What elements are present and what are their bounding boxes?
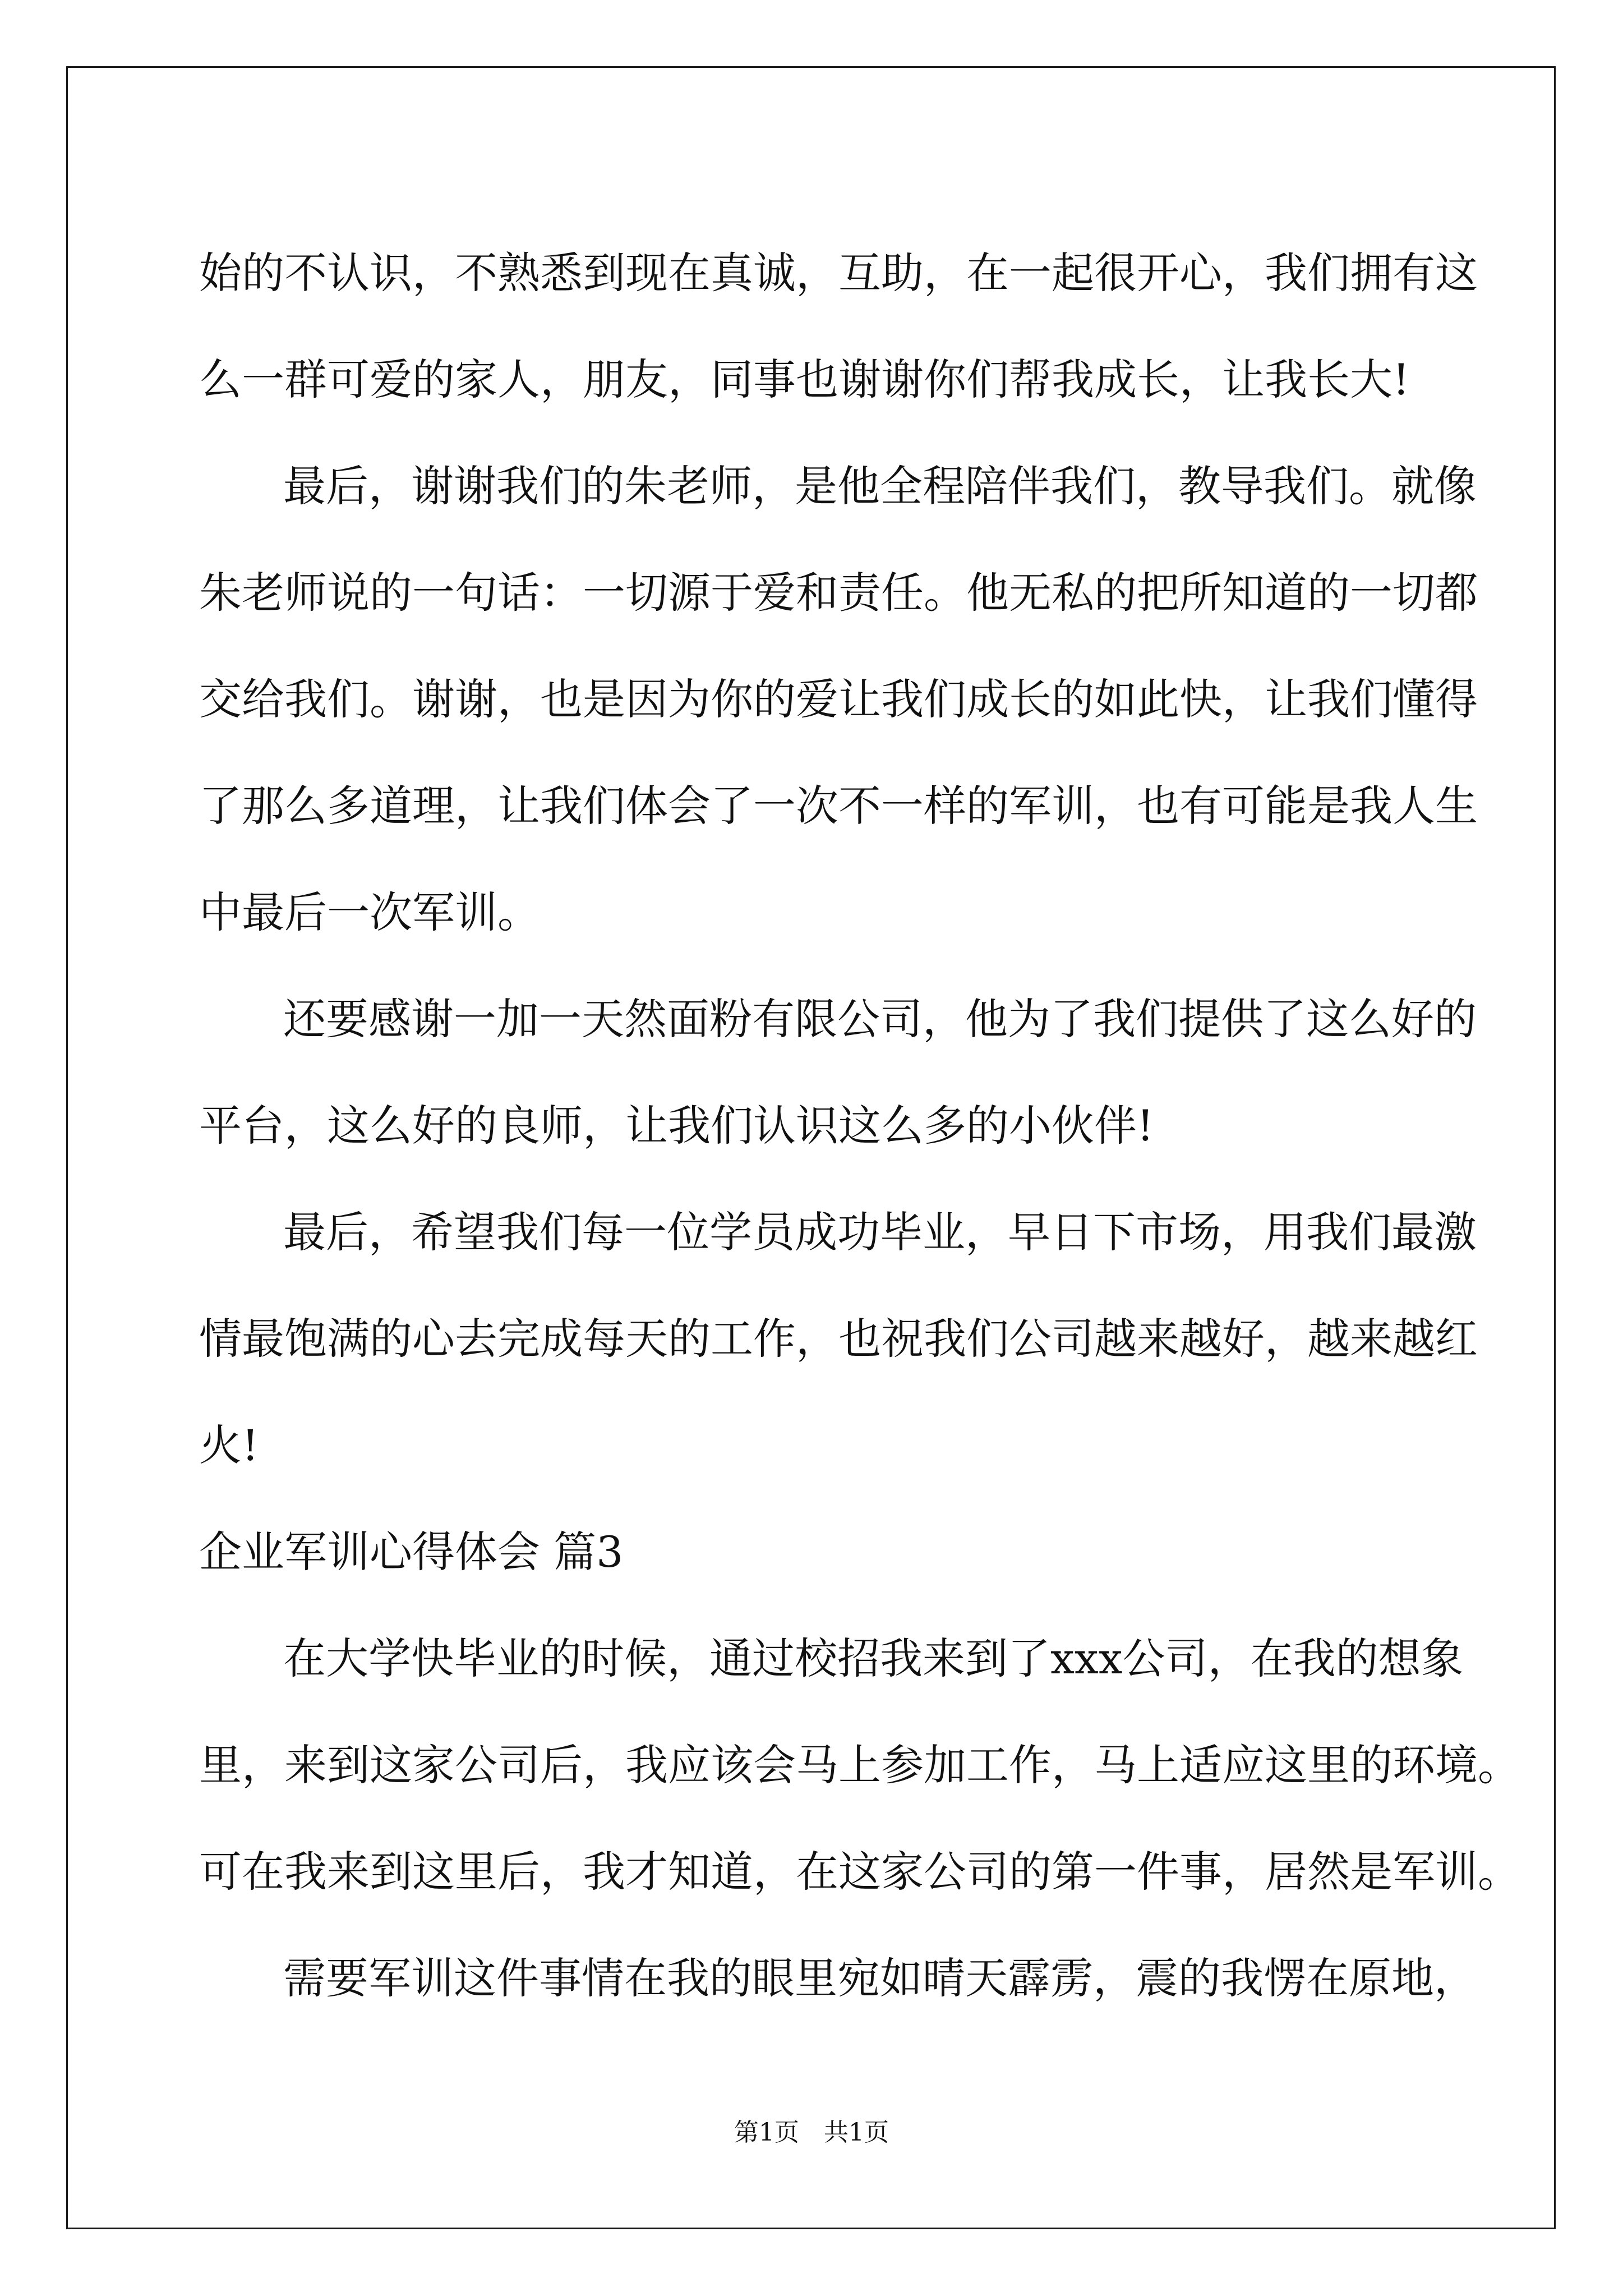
text-line: 需要军训这件事情在我的眼里宛如晴天霹雳，震的我愣在原地， [283,1953,1477,2003]
text-line: 可在我来到这里后，我才知道，在这家公司的第一件事，居然是军训。 [199,1847,1520,1897]
text-line: 么一群可爱的家人，朋友，同事也谢谢你们帮我成长，让我长大! [199,355,1410,404]
text-line: 最后，希望我们每一位学员成功毕业，早日下市场，用我们最激 [283,1207,1477,1257]
text-line: 平台，这么好的良师，让我们认识这么多的小伙伴! [199,1101,1154,1151]
text-line: 朱老师说的一句话：一切源于爱和责任。他无私的把所知道的一切都 [199,568,1478,618]
text-line: 在大学快毕业的时候，通过校招我来到了xxx公司，在我的想象 [283,1634,1464,1683]
text-line: 情最饱满的心去完成每天的工作，也祝我们公司越来越好，越来越红 [199,1314,1478,1364]
text-line: 里，来到这家公司后，我应该会马上参加工作，马上适应这里的环境。 [199,1740,1520,1790]
text-line: 始的不认识，不熟悉到现在真诚，互助，在一起很开心，我们拥有这 [199,248,1478,298]
text-line: 中最后一次军训。 [199,887,540,937]
page-footer: 第1页 共1页 [734,2118,889,2147]
document-body [199,220,1520,2032]
text-line: 了那么多道理，让我们体会了一次不一样的军训，也有可能是我人生 [199,781,1478,831]
section-heading: 企业军训心得体会 篇3 [199,1527,624,1577]
text-line: 还要感谢一加一天然面粉有限公司，他为了我们提供了这么好的 [283,994,1477,1044]
text-line: 最后，谢谢我们的朱老师，是他全程陪伴我们，教导我们。就像 [283,461,1477,511]
text-line: 交给我们。谢谢，也是因为你的爱让我们成长的如此快，让我们懂得 [199,674,1478,724]
text-line: 火! [199,1420,259,1470]
